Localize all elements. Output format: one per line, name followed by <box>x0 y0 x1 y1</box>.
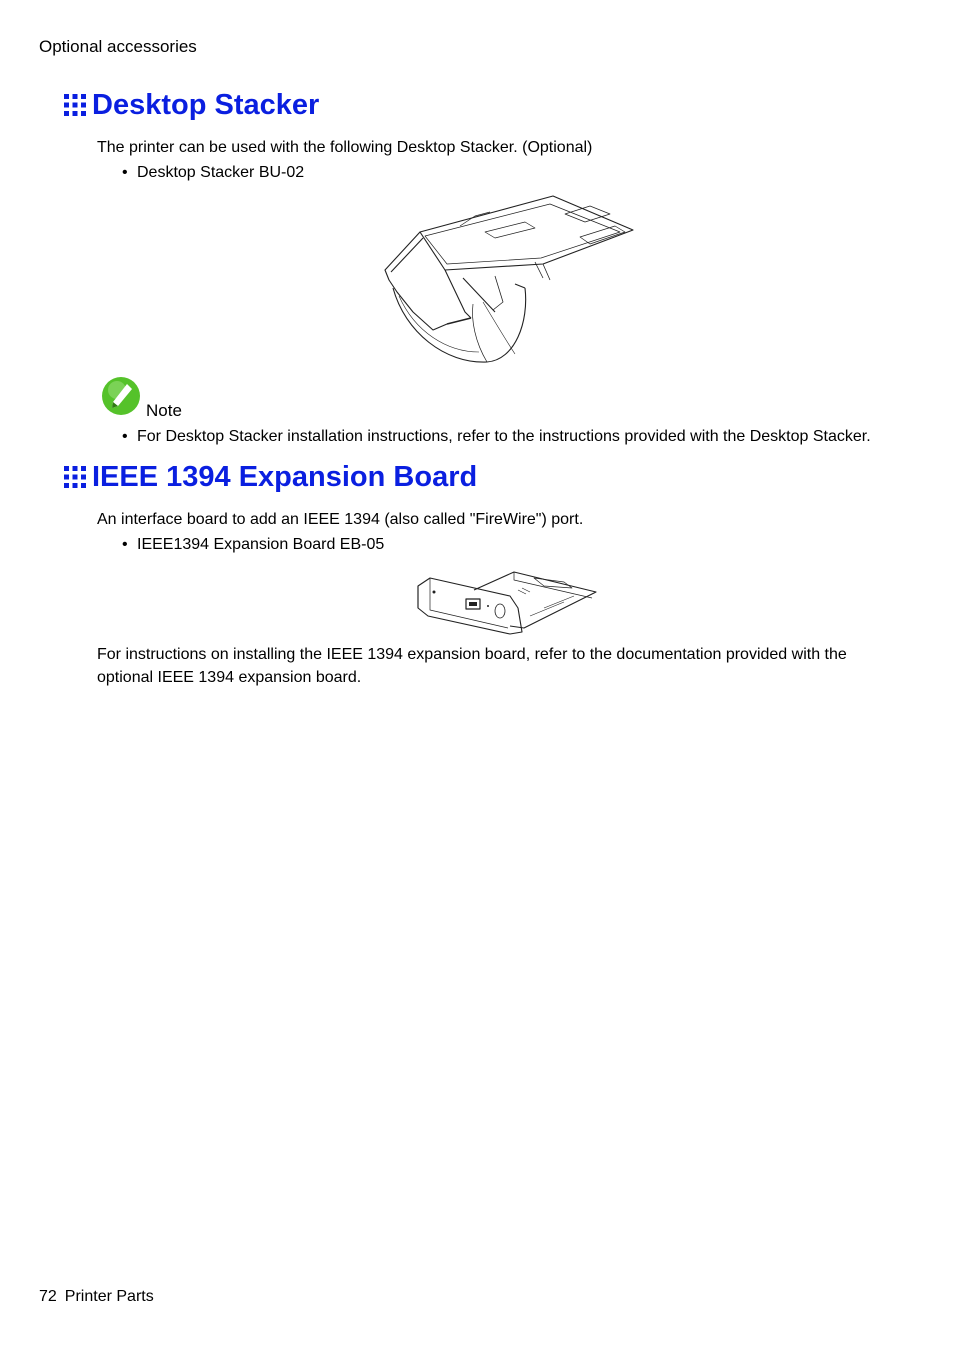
note-item-text: For Desktop Stacker installation instructions, refer to the instructions provided with the Desktop Stacker. <box>137 428 871 445</box>
page-number: 72 <box>39 1288 57 1305</box>
section-title: Desktop Stacker <box>92 89 320 121</box>
list-item <box>122 427 871 447</box>
list-item-text: IEEE1394 Expansion Board EB-05 <box>137 536 385 553</box>
page-footer <box>39 1287 154 1307</box>
bullet-mark: • <box>122 428 128 445</box>
running-header: Optional accessories <box>39 37 197 56</box>
section-closing: For instructions on installing the IEEE 1394 expansion board, refer to the documentation provided with the optional IEEE 1394 expansion board. <box>97 646 847 686</box>
note-label: Note <box>146 401 182 420</box>
section-heading-desktop-stacker <box>64 88 319 122</box>
bullet-mark: • <box>122 536 128 553</box>
section-intro: The printer can be used with the following Desktop Stacker. (Optional) <box>97 139 593 156</box>
section-heading-ieee-1394 <box>64 460 477 494</box>
list-item <box>122 163 304 183</box>
list-item <box>122 535 384 555</box>
note-pencil-icon <box>100 376 144 420</box>
grid-icon <box>64 94 86 116</box>
list-item-text: Desktop Stacker BU-02 <box>137 164 305 181</box>
section-intro: An interface board to add an IEEE 1394 (also called "FireWire") port. <box>97 511 584 528</box>
expansion-board-illustration <box>414 568 600 640</box>
grid-icon <box>64 466 86 488</box>
section-title: IEEE 1394 Expansion Board <box>92 461 478 493</box>
footer-chapter: Printer Parts <box>64 1288 154 1305</box>
bullet-mark: • <box>122 164 128 181</box>
desktop-stacker-illustration <box>375 192 637 364</box>
